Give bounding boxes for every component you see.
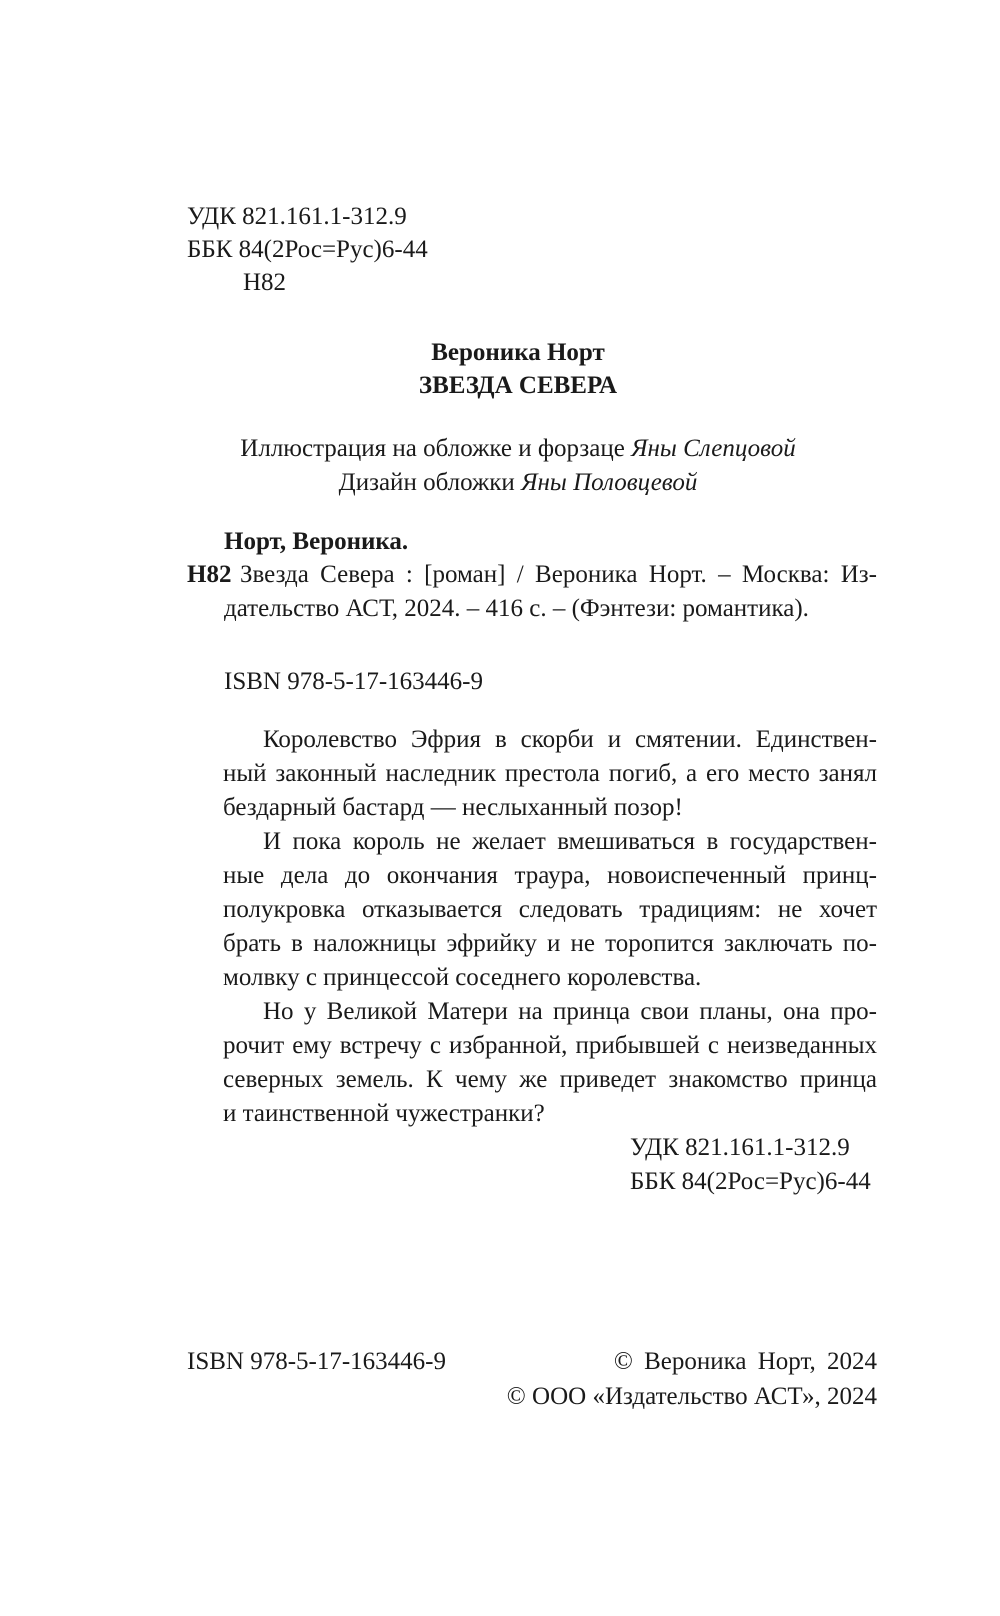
annotation-line-text: полукровка отказывается следовать традициям: не хочет <box>223 896 877 923</box>
annotation-bbk: ББК 84(2Рос=Рус)6-44 <box>630 1168 871 1195</box>
annotation-line-text: рочит ему встречу с избранной, прибывшей с неизведанных <box>223 1032 877 1059</box>
illustrator-name: Яны Слепцовой <box>631 435 796 462</box>
copyright-author: © Вероника Норт, 2024 <box>613 1348 877 1375</box>
bbk-code: ББК 84(2Рос=Рус)6-44 <box>187 236 428 263</box>
annotation-line <box>223 893 877 927</box>
catalog-isbn: ISBN 978-5-17-163446-9 <box>224 668 484 695</box>
design-credit <box>18 466 1000 500</box>
annotation-line <box>223 757 877 791</box>
design-credit-prefix: Дизайн обложки <box>338 469 522 496</box>
annotation-line-text: И пока король не желает вмешиваться в государствен- <box>263 828 877 855</box>
catalog-heading: Норт, Вероника. <box>224 528 409 555</box>
catalog-line-2 <box>224 592 877 626</box>
annotation-line <box>223 927 877 961</box>
annotation-line <box>223 825 877 859</box>
annotation-line-text: Королевство Эфрия в скорби и смятении. Единствен- <box>263 726 877 753</box>
annotation-udk: УДК 821.161.1-312.9 <box>630 1134 850 1161</box>
annotation-line-text: ные дела до окончания траура, новоиспеченный принц- <box>223 862 877 889</box>
annotation-line-text: ный законный наследник престола погиб, а его место занял <box>223 760 877 787</box>
annotation-line <box>223 1029 877 1063</box>
annotation-line-text: брать в наложницы эфрийку и не торопится заключать по- <box>223 930 877 957</box>
annotation-line-text: бездарный бастард — неслыханный позор! <box>223 794 683 821</box>
catalog-line-1-text: Звезда Севера : [роман] / Вероника Норт. – Москва: Из- <box>240 561 877 588</box>
annotation-line <box>223 859 877 893</box>
annotation-line <box>223 995 877 1029</box>
annotation-line-text: и таинственной чужестранки? <box>223 1100 545 1127</box>
annotation-line-text: Но у Великой Матери на принца свои планы, она про- <box>263 998 877 1025</box>
copyright-publisher: © ООО «Издательство АСТ», 2024 <box>506 1383 877 1410</box>
annotation-line <box>223 1063 877 1097</box>
annotation-line-text: северных земель. К чему же приведет знакомство принца <box>223 1066 877 1093</box>
catalog-line-2-text: дательство АСТ, 2024. – 416 с. – (Фэнтези: романтика). <box>224 595 809 622</box>
book-title: ЗВЕЗДА СЕВЕРА <box>418 372 618 399</box>
udk-code: УДК 821.161.1-312.9 <box>187 203 407 230</box>
footer-isbn: ISBN 978-5-17-163446-9 <box>187 1348 447 1375</box>
annotation-line <box>223 791 877 825</box>
illustration-credit-prefix: Иллюстрация на обложке и форзаце <box>240 435 632 462</box>
author-mark: Н82 <box>243 269 287 296</box>
annotation-line <box>223 961 877 995</box>
designer-name: Яны Половцевой <box>521 469 698 496</box>
illustration-credit <box>18 432 1000 466</box>
catalog-mark: Н82 <box>187 561 232 588</box>
author-name: Вероника Норт <box>431 339 605 366</box>
annotation-line <box>223 1097 877 1131</box>
annotation-line-text: молвку с принцессой соседнего королевства. <box>223 964 702 991</box>
catalog-line-1 <box>240 558 877 592</box>
annotation-line <box>223 723 877 757</box>
